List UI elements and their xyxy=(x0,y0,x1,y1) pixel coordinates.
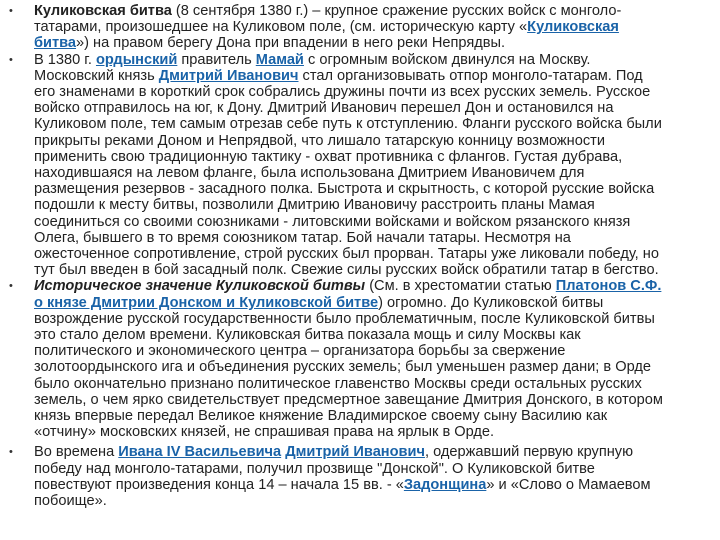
text-run: татарами, произошедшее на Куликовом поле, (см. историческую карту « xyxy=(34,19,528,36)
text-line xyxy=(34,493,720,509)
text-run: с огромным войском двинулся на Москву. xyxy=(303,51,591,68)
text-line xyxy=(34,295,720,311)
text-line xyxy=(34,444,720,460)
text-line xyxy=(34,52,720,68)
list-item xyxy=(0,278,720,440)
text-line xyxy=(34,230,720,246)
text-line xyxy=(34,327,720,343)
text-line xyxy=(34,477,720,493)
bullet-icon: • xyxy=(9,5,13,17)
text-run: его знаменами в короткий срок собрались дружины почти из всех русских земель. Русское xyxy=(34,84,651,101)
text-run: применить свою традиционную тактику - охват противника с флангов. Густая дубрава, xyxy=(34,148,623,165)
text-run: , одержавший первую крупную xyxy=(424,444,634,461)
text-run: князь впервые передал Великое княжение Владимирское своему сыну Василию как xyxy=(34,408,608,425)
text-run: размещения резервов - засадного полка. Быстрота и скрытность, с которой русские войска xyxy=(34,181,655,198)
text-line xyxy=(34,311,720,327)
text-line xyxy=(34,84,720,100)
text-run: политического и экономического центра – организатора борьбы за свержение xyxy=(34,343,566,360)
text-line xyxy=(34,392,720,408)
text-line xyxy=(34,424,720,440)
text-line xyxy=(34,461,720,477)
text-run: повествуют произведения конца 14 – начала 15 вв. - « xyxy=(34,476,404,493)
text-link[interactable]: Куликовская xyxy=(527,19,619,36)
text-run: (См. в хрестоматии статью xyxy=(365,278,556,295)
bullet-list xyxy=(0,3,720,509)
bullet-icon: • xyxy=(9,446,13,459)
text-line xyxy=(34,262,720,278)
text-run: правитель xyxy=(177,51,256,68)
text-run: » и «Слово о Мамаевом xyxy=(486,476,651,493)
list-item xyxy=(0,3,720,52)
text-run: Московский князь xyxy=(34,67,159,84)
text-run: ожесточенное сопротивление, строй русских был прорван. Татары уже ликовали победу, но xyxy=(34,246,659,263)
text-run: было окончательно признано политическое главенство Москвы среди остальных русских xyxy=(34,375,642,392)
list-item xyxy=(0,52,720,279)
text-run: Куликовом поле, тем самым отрезав себе путь к отступлению. Фланги русского войска были xyxy=(34,116,662,133)
text-link[interactable]: Задонщина xyxy=(403,476,487,493)
text-line xyxy=(34,197,720,213)
text-run: Олега, бывшего в то время союзником татар. Бой начали татары. Несмотря на xyxy=(34,229,571,246)
text-line xyxy=(34,181,720,197)
text-line xyxy=(34,359,720,375)
text-line xyxy=(34,343,720,359)
text-link[interactable]: Дмитрий Иванович xyxy=(285,444,425,461)
text-line xyxy=(34,133,720,149)
text-line xyxy=(34,100,720,116)
text-line xyxy=(34,68,720,84)
text-line xyxy=(34,19,720,35)
text-link[interactable]: Мамай xyxy=(255,51,304,68)
text-link[interactable]: Дмитрий Иванович xyxy=(158,67,299,84)
text-run: «отчину» московских князей, не спрашивая права на ярлык в Орде. xyxy=(34,424,495,441)
text-line xyxy=(34,149,720,165)
text-run: В 1380 г. xyxy=(34,51,96,68)
bullet-icon: • xyxy=(9,53,13,66)
text-run: Во времена xyxy=(34,444,119,461)
text-run: прикрыты реками Доном и Непрядвой, что лишало татарскую конницу возможности xyxy=(34,132,605,149)
text-run: это стало делом времени. Куликовская битва показала мощь и силу Москвы как xyxy=(34,327,581,344)
text-link[interactable]: о князе Дмитрии Донском и Куликовской битве xyxy=(34,294,379,311)
bold-term: Куликовская битва xyxy=(34,3,172,19)
text-link[interactable]: Платонов С.Ф. xyxy=(555,278,662,295)
text-run: подошли к месту битвы, позволили Дмитрию Ивановичу расстроить планы Мамая xyxy=(34,197,595,214)
text-line xyxy=(34,408,720,424)
text-run: соединиться со своими союзниками - литовскими войсками и войском рязанского князя xyxy=(34,213,631,230)
text-run: побоище». xyxy=(34,493,107,510)
text-link[interactable]: ордынский xyxy=(95,51,178,68)
text-run: ) огромно. До Куликовской битвы xyxy=(378,294,604,311)
text-run: победу над монголо-татарами, получил прозвище "Донской". О Куликовской битве xyxy=(34,460,595,477)
text-run: ») на правом берегу Дона при впадении в него реки Непрядвы. xyxy=(76,35,506,52)
text-line xyxy=(34,35,720,51)
text-line xyxy=(34,214,720,230)
text-run: войско отправилось на юг, к Дону. Дмитрий Иванович перешел Дон и остановился на xyxy=(34,100,614,117)
text-link[interactable]: Ивана IV Васильевича xyxy=(118,444,282,461)
text-run: находившаяся на левом фланге, была использована Дмитрием Ивановичем для xyxy=(34,165,585,182)
bold-italic-heading: Историческое значение Куликовской битвы xyxy=(34,278,366,295)
text-run: земель, о чем ярко свидетельствует предсмертное завещание Дмитрия Донского, в котором xyxy=(34,391,663,408)
text-run: стал организовывать отпор монголо-татарам. Под xyxy=(298,67,643,84)
text-line xyxy=(34,246,720,262)
text-line xyxy=(34,376,720,392)
text-line xyxy=(34,116,720,132)
text-run: тут был введен в бой засадный полк. Свежие силы русских войск обратили татар в бегство. xyxy=(34,262,659,279)
text-line xyxy=(34,165,720,181)
text-line xyxy=(34,278,720,294)
text-run: (8 сентября 1380 г.) – крупное сражение русских войск с монголо- xyxy=(171,3,622,19)
text-run: возрождение русской государственности было проблематичным, после Куликовской битвы xyxy=(34,310,655,327)
bullet-icon: • xyxy=(9,280,13,293)
list-item xyxy=(0,444,720,509)
text-run: золотоордынского ига и объединения русских земель; был уменьшен размер дани; в Орде xyxy=(34,359,651,376)
text-link[interactable]: битва xyxy=(34,35,77,52)
text-line xyxy=(34,3,720,19)
